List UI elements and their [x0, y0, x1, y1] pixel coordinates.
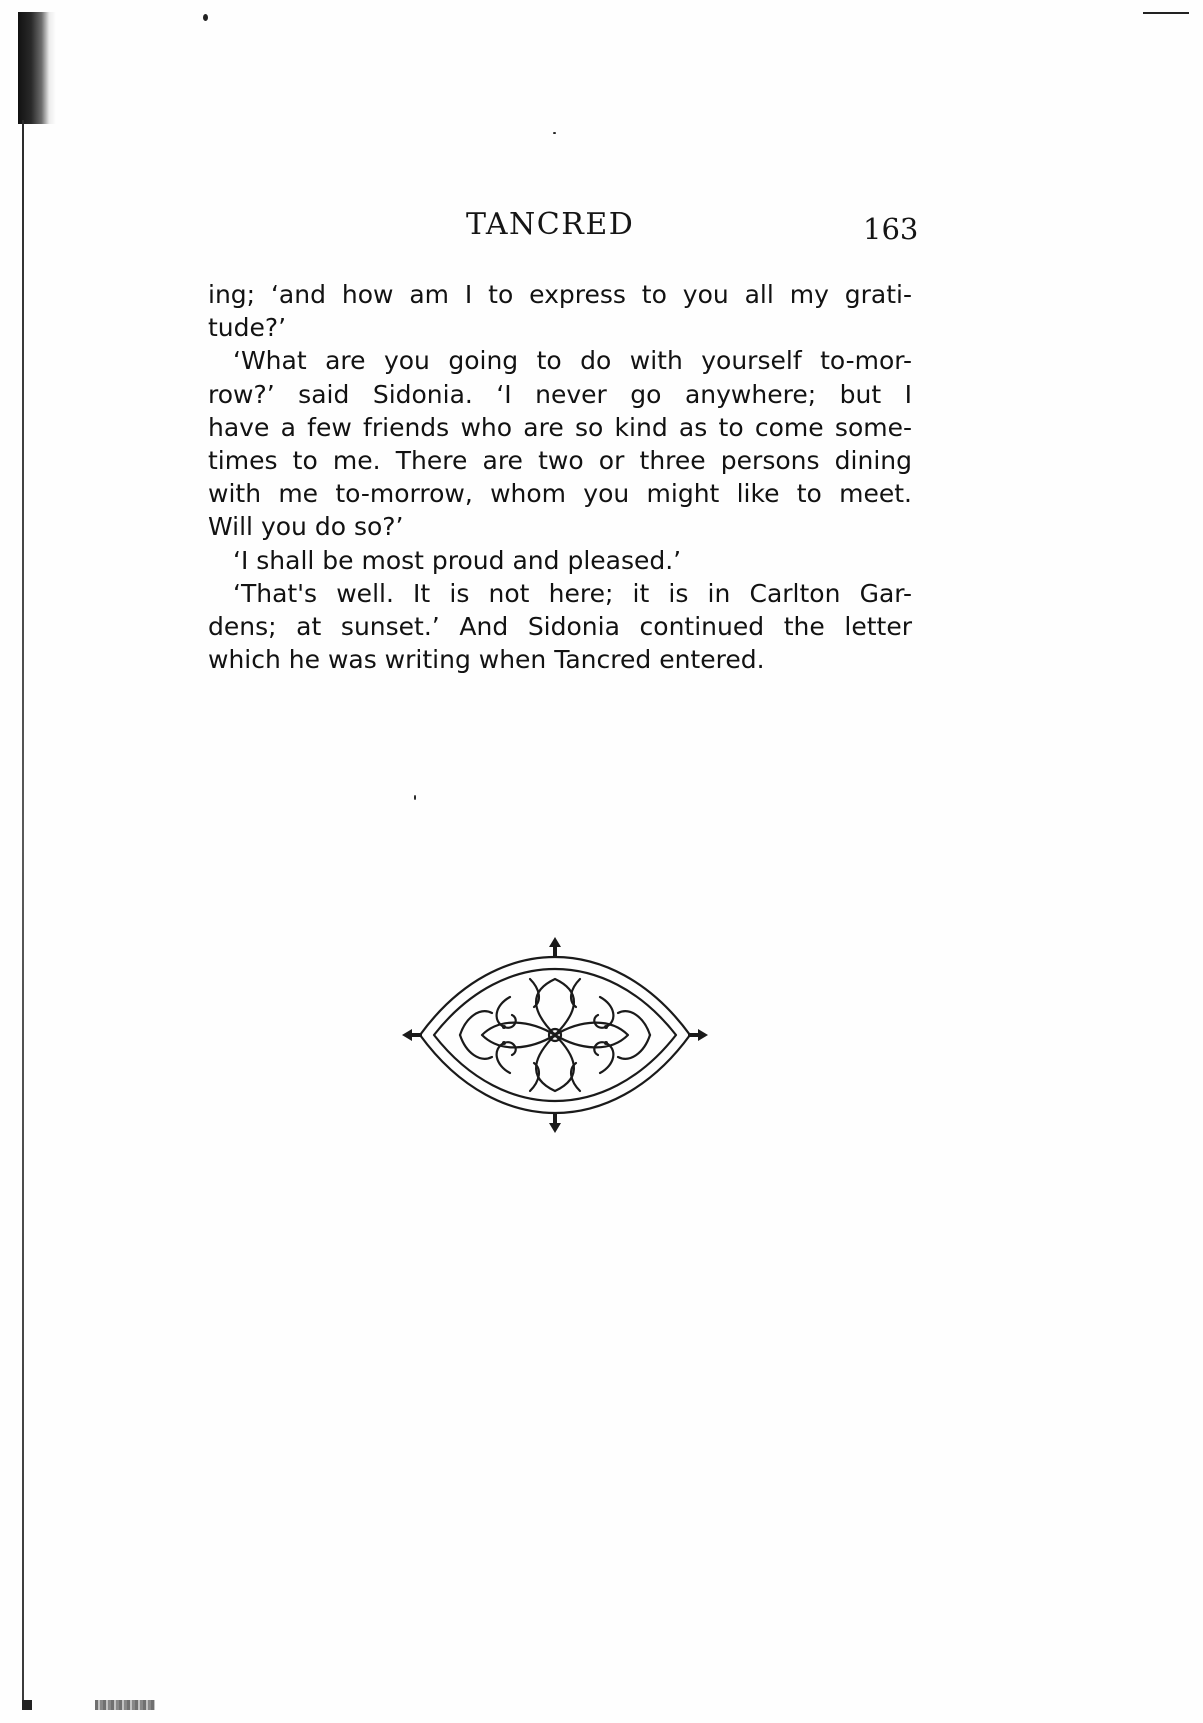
- text-line: ing; ‘and how am I to express to you all my grati-: [208, 280, 912, 309]
- text-line: ‘That's well. It is not here; it is in Carlton Gar-: [233, 578, 912, 608]
- paragraph: [208, 344, 912, 543]
- page-number: 163: [863, 212, 919, 246]
- scan-speck: [414, 795, 416, 800]
- text-line: row?’ said Sidonia. ‘I never go anywhere; but I: [208, 379, 912, 409]
- binding-foot: [22, 1700, 32, 1710]
- text-line: have a few friends who are so kind as to come some-: [208, 412, 912, 442]
- text-line: dens; at sunset.’ And Sidonia continued the letter: [208, 612, 912, 642]
- text-line: times to me. There are two or three persons dining: [208, 446, 912, 476]
- text-line: which he was writing when Tancred entered.: [208, 645, 765, 675]
- text-line: ‘I shall be most proud and pleased.’: [233, 545, 682, 575]
- scan-edge-mark: [1143, 12, 1189, 14]
- scan-blot: [95, 1700, 155, 1710]
- running-title: TANCRED: [466, 207, 635, 242]
- scan-speck: [203, 14, 208, 21]
- text-line: tude?’: [208, 313, 287, 343]
- running-head: [208, 205, 919, 246]
- arabesque-tailpiece-icon: [400, 935, 710, 1135]
- binding-edge: [22, 120, 24, 1710]
- text-line: Will you do so?’: [208, 512, 404, 542]
- text-line: with me to-morrow, whom you might like to meet.: [208, 479, 912, 509]
- scan-speck: [553, 132, 556, 134]
- paragraph: [208, 278, 912, 344]
- paragraph: [208, 544, 912, 577]
- text-line: ‘What are you going to do with yourself to-mor-: [233, 346, 912, 376]
- paragraph: [208, 577, 912, 677]
- body-text: [208, 278, 912, 676]
- binding-shadow: [18, 12, 56, 124]
